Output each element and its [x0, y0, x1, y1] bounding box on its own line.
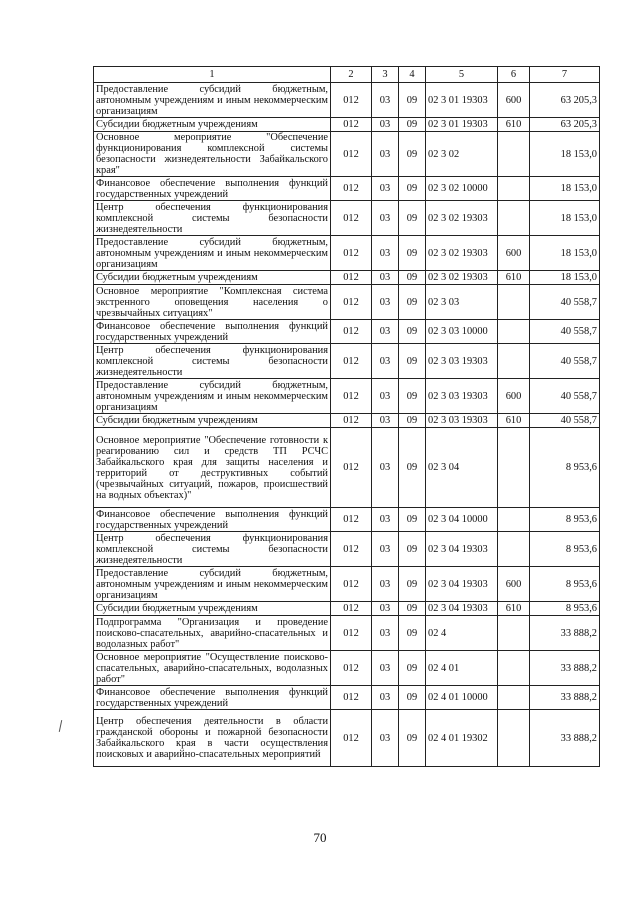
amount: 40 558,7 — [530, 344, 600, 379]
row-name: Основное мероприятие "Осуществление поисково-спасательных, аварийно-спасательных, водолазных работ" — [94, 651, 331, 686]
table-row — [94, 508, 600, 532]
grbs-code: 012 — [331, 567, 372, 602]
row-name: Финансовое обеспечение выполнения функций государственных учреждений — [94, 508, 331, 532]
section-code: 03 — [372, 285, 399, 320]
expense-type-code — [498, 285, 530, 320]
expense-type-code: 600 — [498, 379, 530, 414]
grbs-code: 012 — [331, 686, 372, 710]
section-code: 03 — [372, 379, 399, 414]
expense-type-code — [498, 344, 530, 379]
row-name: Подпрограмма "Организация и проведение поисково-спасательных, аварийно-спасательных и водолазных работ" — [94, 616, 331, 651]
target-article-code: 02 4 — [426, 616, 498, 651]
target-article-code: 02 3 03 — [426, 285, 498, 320]
amount: 63 205,3 — [530, 118, 600, 132]
table-row — [94, 651, 600, 686]
row-name: Предоставление субсидий бюджетным, автономным учреждениям и иным некоммерческим организациям — [94, 379, 331, 414]
amount: 33 888,2 — [530, 651, 600, 686]
expense-type-code: 610 — [498, 602, 530, 616]
section-code: 03 — [372, 83, 399, 118]
target-article-code: 02 3 03 19303 — [426, 344, 498, 379]
table-row — [94, 83, 600, 118]
row-name: Субсидии бюджетным учреждениям — [94, 118, 331, 132]
table-row — [94, 320, 600, 344]
amount: 40 558,7 — [530, 285, 600, 320]
subsection-code: 09 — [399, 532, 426, 567]
expense-type-code — [498, 686, 530, 710]
row-name: Основное мероприятие "Комплексная система экстренного оповещения населения о чрезвычайных ситуациях" — [94, 285, 331, 320]
grbs-code: 012 — [331, 379, 372, 414]
budget-table — [93, 66, 600, 767]
grbs-code: 012 — [331, 710, 372, 767]
expense-type-code: 610 — [498, 271, 530, 285]
header-col-2: 2 — [331, 67, 372, 83]
table-row — [94, 602, 600, 616]
section-code: 03 — [372, 532, 399, 567]
expense-type-code — [498, 532, 530, 567]
target-article-code: 02 3 04 19303 — [426, 567, 498, 602]
target-article-code: 02 3 02 19303 — [426, 201, 498, 236]
section-code: 03 — [372, 428, 399, 508]
section-code: 03 — [372, 651, 399, 686]
table-row — [94, 132, 600, 177]
grbs-code: 012 — [331, 602, 372, 616]
subsection-code: 09 — [399, 508, 426, 532]
section-code: 03 — [372, 686, 399, 710]
subsection-code: 09 — [399, 616, 426, 651]
grbs-code: 012 — [331, 285, 372, 320]
target-article-code: 02 3 04 — [426, 428, 498, 508]
expense-type-code — [498, 651, 530, 686]
row-name: Предоставление субсидий бюджетным, автономным учреждениям и иным некоммерческим организациям — [94, 236, 331, 271]
target-article-code: 02 3 04 19303 — [426, 602, 498, 616]
row-name: Центр обеспечения деятельности в области гражданской обороны и пожарной безопасности Забайкальского края в части осуществления поисковых и аварийно-спасательных мероприятий — [94, 710, 331, 767]
grbs-code: 012 — [331, 83, 372, 118]
expense-type-code — [498, 616, 530, 651]
amount: 18 153,0 — [530, 177, 600, 201]
amount: 8 953,6 — [530, 428, 600, 508]
grbs-code: 012 — [331, 428, 372, 508]
target-article-code: 02 3 04 10000 — [426, 508, 498, 532]
row-name: Центр обеспечения функционирования комплексной системы безопасности жизнедеятельности — [94, 344, 331, 379]
row-name: Основное мероприятие "Обеспечение функционирования комплексной системы безопасности жизнедеятельности Забайкальского края" — [94, 132, 331, 177]
section-code: 03 — [372, 602, 399, 616]
expense-type-code: 610 — [498, 118, 530, 132]
amount: 40 558,7 — [530, 379, 600, 414]
target-article-code: 02 3 01 19303 — [426, 83, 498, 118]
table-row — [94, 344, 600, 379]
grbs-code: 012 — [331, 414, 372, 428]
subsection-code: 09 — [399, 651, 426, 686]
grbs-code: 012 — [331, 118, 372, 132]
section-code: 03 — [372, 236, 399, 271]
section-code: 03 — [372, 132, 399, 177]
subsection-code: 09 — [399, 414, 426, 428]
subsection-code: 09 — [399, 686, 426, 710]
section-code: 03 — [372, 320, 399, 344]
grbs-code: 012 — [331, 508, 372, 532]
section-code: 03 — [372, 414, 399, 428]
row-name: Финансовое обеспечение выполнения функций государственных учреждений — [94, 320, 331, 344]
amount: 8 953,6 — [530, 508, 600, 532]
target-article-code: 02 3 03 19303 — [426, 379, 498, 414]
amount: 8 953,6 — [530, 567, 600, 602]
table-row — [94, 379, 600, 414]
row-name: Финансовое обеспечение выполнения функций государственных учреждений — [94, 686, 331, 710]
section-code: 03 — [372, 567, 399, 602]
target-article-code: 02 3 04 19303 — [426, 532, 498, 567]
expense-type-code — [498, 428, 530, 508]
row-name: Субсидии бюджетным учреждениям — [94, 271, 331, 285]
header-col-4: 4 — [399, 67, 426, 83]
expense-type-code — [498, 177, 530, 201]
table-row — [94, 710, 600, 767]
subsection-code: 09 — [399, 710, 426, 767]
amount: 40 558,7 — [530, 320, 600, 344]
amount: 40 558,7 — [530, 414, 600, 428]
amount: 8 953,6 — [530, 532, 600, 567]
header-col-1: 1 — [94, 67, 331, 83]
grbs-code: 012 — [331, 616, 372, 651]
expense-type-code: 600 — [498, 567, 530, 602]
amount: 33 888,2 — [530, 616, 600, 651]
amount: 18 153,0 — [530, 132, 600, 177]
expense-type-code — [498, 201, 530, 236]
grbs-code: 012 — [331, 344, 372, 379]
section-code: 03 — [372, 508, 399, 532]
subsection-code: 09 — [399, 271, 426, 285]
amount: 63 205,3 — [530, 83, 600, 118]
header-col-5: 5 — [426, 67, 498, 83]
expense-type-code: 600 — [498, 236, 530, 271]
target-article-code: 02 3 03 10000 — [426, 320, 498, 344]
row-name: Предоставление субсидий бюджетным, автономным учреждениям и иным некоммерческим организациям — [94, 567, 331, 602]
expense-type-code — [498, 710, 530, 767]
table-row — [94, 414, 600, 428]
row-name: Предоставление субсидий бюджетным, автономным учреждениям и иным некоммерческим организациям — [94, 83, 331, 118]
amount: 18 153,0 — [530, 201, 600, 236]
subsection-code: 09 — [399, 83, 426, 118]
subsection-code: 09 — [399, 428, 426, 508]
table-row — [94, 567, 600, 602]
amount: 8 953,6 — [530, 602, 600, 616]
subsection-code: 09 — [399, 602, 426, 616]
margin-mark — [59, 720, 62, 732]
section-code: 03 — [372, 616, 399, 651]
section-code: 03 — [372, 118, 399, 132]
section-code: 03 — [372, 177, 399, 201]
target-article-code: 02 4 01 10000 — [426, 686, 498, 710]
table-row — [94, 236, 600, 271]
amount: 33 888,2 — [530, 710, 600, 767]
subsection-code: 09 — [399, 285, 426, 320]
header-col-7: 7 — [530, 67, 600, 83]
subsection-code: 09 — [399, 118, 426, 132]
page-number: 70 — [313, 830, 327, 845]
table-row — [94, 686, 600, 710]
table-row — [94, 616, 600, 651]
section-code: 03 — [372, 710, 399, 767]
grbs-code: 012 — [331, 651, 372, 686]
grbs-code: 012 — [331, 236, 372, 271]
grbs-code: 012 — [331, 177, 372, 201]
target-article-code: 02 3 03 19303 — [426, 414, 498, 428]
grbs-code: 012 — [331, 532, 372, 567]
expense-type-code — [498, 508, 530, 532]
table-row — [94, 271, 600, 285]
row-name: Субсидии бюджетным учреждениям — [94, 602, 331, 616]
row-name: Субсидии бюджетным учреждениям — [94, 414, 331, 428]
subsection-code: 09 — [399, 201, 426, 236]
expense-type-code: 610 — [498, 414, 530, 428]
row-name: Центр обеспечения функционирования комплексной системы безопасности жизнедеятельности — [94, 532, 331, 567]
header-row — [94, 67, 600, 83]
table-row — [94, 532, 600, 567]
row-name: Основное мероприятие "Обеспечение готовности к реагированию сил и средств ТП РСЧС Забайкальского края для защиты населения и территорий от деструктивных событий (чрезвычайных ситуаций, пожаров, происшествий на водных объектах)" — [94, 428, 331, 508]
grbs-code: 012 — [331, 201, 372, 236]
grbs-code: 012 — [331, 320, 372, 344]
subsection-code: 09 — [399, 320, 426, 344]
amount: 18 153,0 — [530, 236, 600, 271]
table-row — [94, 428, 600, 508]
subsection-code: 09 — [399, 567, 426, 602]
table-row — [94, 285, 600, 320]
subsection-code: 09 — [399, 132, 426, 177]
target-article-code: 02 3 02 — [426, 132, 498, 177]
target-article-code: 02 4 01 — [426, 651, 498, 686]
expense-type-code — [498, 320, 530, 344]
header-col-3: 3 — [372, 67, 399, 83]
grbs-code: 012 — [331, 132, 372, 177]
target-article-code: 02 3 02 19303 — [426, 236, 498, 271]
subsection-code: 09 — [399, 177, 426, 201]
table-row — [94, 177, 600, 201]
section-code: 03 — [372, 271, 399, 285]
amount: 18 153,0 — [530, 271, 600, 285]
section-code: 03 — [372, 344, 399, 379]
target-article-code: 02 3 01 19303 — [426, 118, 498, 132]
table-row — [94, 201, 600, 236]
row-name: Финансовое обеспечение выполнения функций государственных учреждений — [94, 177, 331, 201]
table-row — [94, 118, 600, 132]
subsection-code: 09 — [399, 379, 426, 414]
expense-type-code — [498, 132, 530, 177]
grbs-code: 012 — [331, 271, 372, 285]
expense-type-code: 600 — [498, 83, 530, 118]
target-article-code: 02 4 01 19302 — [426, 710, 498, 767]
subsection-code: 09 — [399, 236, 426, 271]
target-article-code: 02 3 02 10000 — [426, 177, 498, 201]
row-name: Центр обеспечения функционирования комплексной системы безопасности жизнедеятельности — [94, 201, 331, 236]
amount: 33 888,2 — [530, 686, 600, 710]
table-body — [94, 83, 600, 767]
header-col-6: 6 — [498, 67, 530, 83]
section-code: 03 — [372, 201, 399, 236]
subsection-code: 09 — [399, 344, 426, 379]
target-article-code: 02 3 02 19303 — [426, 271, 498, 285]
